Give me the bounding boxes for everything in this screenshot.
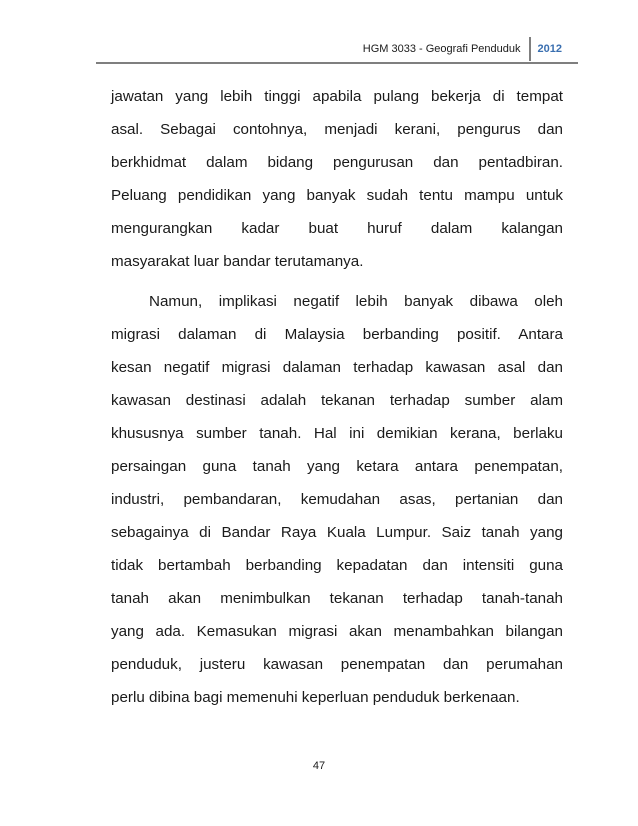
text-line: tanah akan menimbulkan tekanan terhadap tanah-tanah <box>111 590 563 607</box>
text-line: persaingan guna tanah yang ketara antara penempatan, <box>111 458 563 475</box>
text-line: migrasi dalaman di Malaysia berbanding positif. Antara <box>111 326 563 343</box>
text-line: kawasan destinasi adalah tekanan terhadap sumber alam <box>111 392 563 409</box>
text-line: yang ada. Kemasukan migrasi akan menambahkan bilangan <box>111 623 563 640</box>
text-line: jawatan yang lebih tinggi apabila pulang bekerja di tempat <box>111 88 563 105</box>
text-line: perlu dibina bagi memenuhi keperluan penduduk berkenaan. <box>111 689 520 706</box>
text-line: industri, pembandaran, kemudahan asas, pertanian dan <box>111 491 563 508</box>
text-line: kesan negatif migrasi dalaman terhadap kawasan asal dan <box>111 359 563 376</box>
text-line: mengurangkan kadar buat huruf dalam kalangan <box>111 220 563 237</box>
text-line: masyarakat luar bandar terutamanya. <box>111 253 364 270</box>
text-line: Peluang pendidikan yang banyak sudah tentu mampu untuk <box>111 187 563 204</box>
document-body <box>111 80 563 714</box>
text-line: tidak bertambah berbanding kepadatan dan intensiti guna <box>111 557 563 574</box>
paragraph <box>111 285 563 714</box>
text-line: berkhidmat dalam bidang pengurusan dan pentadbiran. <box>111 154 563 171</box>
paragraph <box>111 80 563 278</box>
text-line: asal. Sebagai contohnya, menjadi kerani, pengurus dan <box>111 121 563 138</box>
page-header <box>363 36 562 62</box>
text-line: sebagainya di Bandar Raya Kuala Lumpur. Saiz tanah yang <box>111 524 563 541</box>
header-year: 2012 <box>537 43 562 55</box>
text-line: Namun, implikasi negatif lebih banyak dibawa oleh <box>149 293 563 310</box>
text-line: penduduk, justeru kawasan penempatan dan perumahan <box>111 656 563 673</box>
header-rule <box>96 62 578 64</box>
header-title: HGM 3033 - Geografi Penduduk <box>362 43 521 55</box>
page-number: 47 <box>312 760 326 772</box>
text-line: khususnya sumber tanah. Hal ini demikian kerana, berlaku <box>111 425 563 442</box>
